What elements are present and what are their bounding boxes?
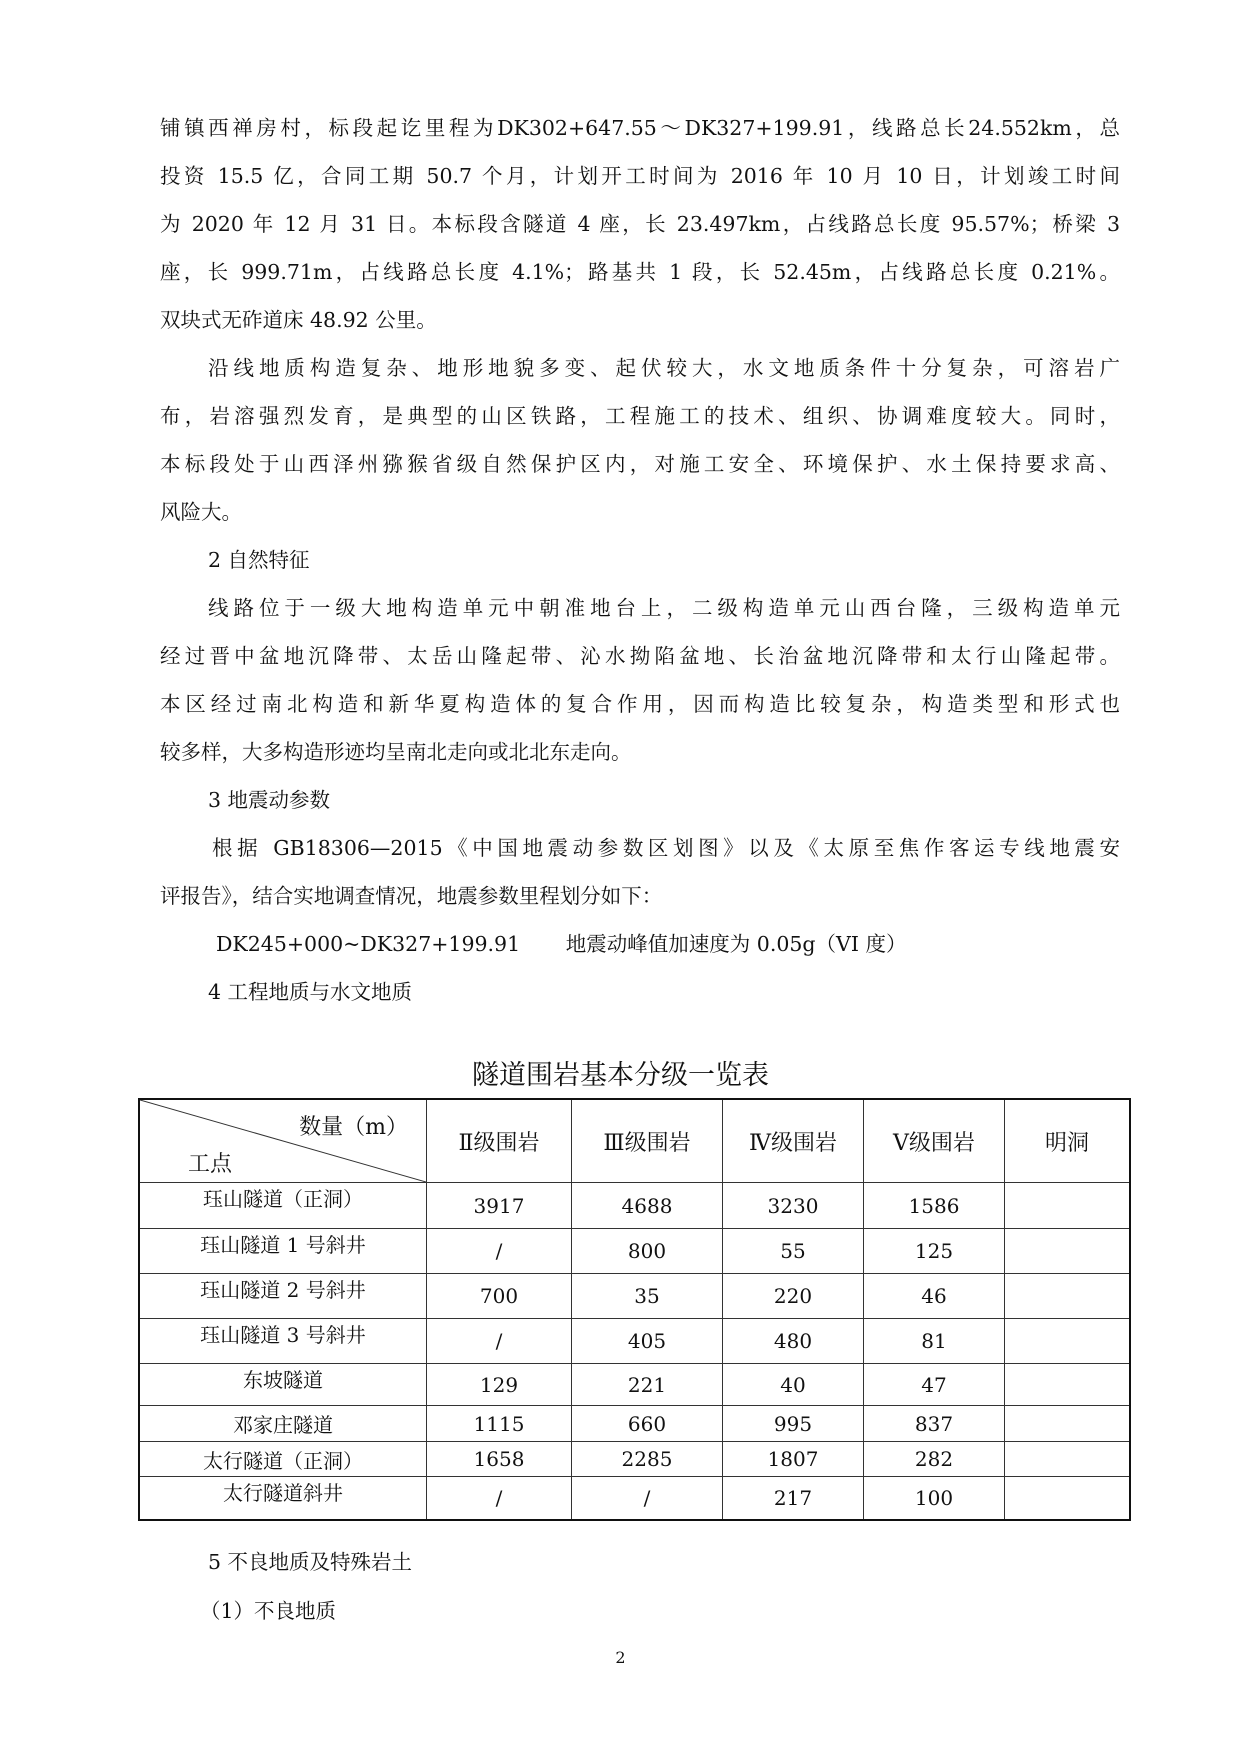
column-header: 明洞 [1005, 1099, 1131, 1183]
column-header: Ⅴ级围岩 [864, 1099, 1005, 1183]
value-cell [1005, 1319, 1131, 1364]
paragraph-line: 较多样，大多构造形迹均呈南北走向或北北东走向。 [160, 740, 632, 764]
value-cell: 837 [864, 1406, 1005, 1442]
paragraph-line: 座，长 999.71m，占线路总长度 4.1%；路基共 1 段，长 52.45m，占线路总长度 0.21%。 [160, 260, 1120, 284]
value-cell [1005, 1229, 1131, 1274]
site-cell: 珏山隧道 3 号斜井 [139, 1319, 427, 1364]
value-cell: 282 [864, 1442, 1005, 1477]
table-caption: 隧道围岩基本分级一览表 [472, 1060, 769, 1091]
paragraph-line: 双块式无砟道床 48.92 公里。 [160, 308, 437, 332]
value-cell: 129 [427, 1364, 572, 1406]
value-cell: 1658 [427, 1442, 572, 1477]
value-cell [1005, 1364, 1131, 1406]
table-row [139, 1406, 1130, 1442]
site-cell: 珏山隧道（正洞） [139, 1183, 427, 1229]
value-cell [1005, 1477, 1131, 1520]
seismic-line: DK245+000~DK327+199.91 地震动峰值加速度为 0.05g（VI 度） [216, 932, 907, 956]
value-cell: 217 [723, 1477, 864, 1520]
section-heading: 3 地震动参数 [208, 788, 331, 812]
value-cell [1005, 1183, 1131, 1229]
paragraph-line: 评报告》，结合实地调查情况，地震参数里程划分如下： [160, 884, 663, 908]
paragraph-line: 投资 15.5 亿，合同工期 50.7 个月，计划开工时间为 2016 年 10 月 10 日，计划竣工时间 [160, 164, 1120, 188]
value-cell: 125 [864, 1229, 1005, 1274]
value-cell: / [427, 1477, 572, 1520]
value-cell: 2285 [572, 1442, 723, 1477]
value-cell: 35 [572, 1274, 723, 1319]
value-cell: 4688 [572, 1183, 723, 1229]
column-header: Ⅲ级围岩 [572, 1099, 723, 1183]
value-cell: / [572, 1477, 723, 1520]
value-cell: 480 [723, 1319, 864, 1364]
site-cell: 珏山隧道 1 号斜井 [139, 1229, 427, 1274]
paragraph-line: 铺镇西禅房村，标段起讫里程为DK302+647.55～DK327+199.91，线路总长24.552km，总 [160, 116, 1120, 140]
section-heading: 4 工程地质与水文地质 [208, 980, 413, 1004]
value-cell: 700 [427, 1274, 572, 1319]
column-header: Ⅱ级围岩 [427, 1099, 572, 1183]
section-heading: 5 不良地质及特殊岩土 [208, 1550, 413, 1574]
value-cell: 100 [864, 1477, 1005, 1520]
value-cell: 405 [572, 1319, 723, 1364]
subsection-heading: （1）不良地质 [200, 1599, 337, 1623]
paragraph-line: 本标段处于山西泽州猕猴省级自然保护区内，对施工安全、环境保护、水土保持要求高、 [160, 452, 1120, 476]
site-cell: 太行隧道（正洞） [139, 1442, 427, 1477]
value-cell: / [427, 1229, 572, 1274]
paragraph-line: 根据 GB18306—2015《中国地震动参数区划图》以及《太原至焦作客运专线地震安 [212, 836, 1120, 860]
paragraph-line: 本区经过南北构造和新华夏构造体的复合作用，因而构造比较复杂，构造类型和形式也 [160, 692, 1120, 716]
page-number: 2 [615, 1648, 626, 1667]
rock-grade-table [138, 1098, 1131, 1521]
value-cell: 1586 [864, 1183, 1005, 1229]
value-cell: 46 [864, 1274, 1005, 1319]
site-cell: 太行隧道斜井 [139, 1477, 427, 1520]
table-row [139, 1229, 1130, 1274]
value-cell [1005, 1406, 1131, 1442]
paragraph-line: 经过晋中盆地沉降带、太岳山隆起带、沁水拗陷盆地、长治盆地沉降带和太行山隆起带。 [160, 644, 1120, 668]
table-row [139, 1477, 1130, 1520]
site-cell: 邓家庄隧道 [139, 1406, 427, 1442]
value-cell: 47 [864, 1364, 1005, 1406]
paragraph-line: 布，岩溶强烈发育，是典型的山区铁路，工程施工的技术、组织、协调难度较大。同时， [160, 404, 1120, 428]
value-cell: 660 [572, 1406, 723, 1442]
site-cell: 东坡隧道 [139, 1364, 427, 1406]
value-cell: 221 [572, 1364, 723, 1406]
paragraph-line: 沿线地质构造复杂、地形地貌多变、起伏较大，水文地质条件十分复杂，可溶岩广 [208, 356, 1120, 380]
value-cell: 1807 [723, 1442, 864, 1477]
value-cell: 3917 [427, 1183, 572, 1229]
table-header-row [139, 1099, 1130, 1183]
site-cell: 珏山隧道 2 号斜井 [139, 1274, 427, 1319]
value-cell: 55 [723, 1229, 864, 1274]
table-row [139, 1364, 1130, 1406]
paragraph-line: 线路位于一级大地构造单元中朝准地台上，二级构造单元山西台隆，三级构造单元 [208, 596, 1120, 620]
section-heading: 2 自然特征 [208, 548, 310, 572]
value-cell [1005, 1274, 1131, 1319]
paragraph-line: 风险大。 [160, 500, 242, 524]
value-cell: 1115 [427, 1406, 572, 1442]
value-cell: 3230 [723, 1183, 864, 1229]
value-cell: 220 [723, 1274, 864, 1319]
table-corner-cell [139, 1099, 427, 1183]
value-cell: 995 [723, 1406, 864, 1442]
corner-label-quantity: 数量（m） [299, 1115, 408, 1140]
table-row [139, 1274, 1130, 1319]
table-row [139, 1183, 1130, 1229]
corner-label-site: 工点 [188, 1152, 233, 1177]
table-row [139, 1442, 1130, 1477]
value-cell: / [427, 1319, 572, 1364]
value-cell: 81 [864, 1319, 1005, 1364]
value-cell: 40 [723, 1364, 864, 1406]
paragraph-line: 为 2020 年 12 月 31 日。本标段含隧道 4 座，长 23.497km，占线路总长度 95.57%；桥梁 3 [160, 212, 1120, 236]
column-header: Ⅳ级围岩 [723, 1099, 864, 1183]
table-row [139, 1319, 1130, 1364]
value-cell: 800 [572, 1229, 723, 1274]
value-cell [1005, 1442, 1131, 1477]
